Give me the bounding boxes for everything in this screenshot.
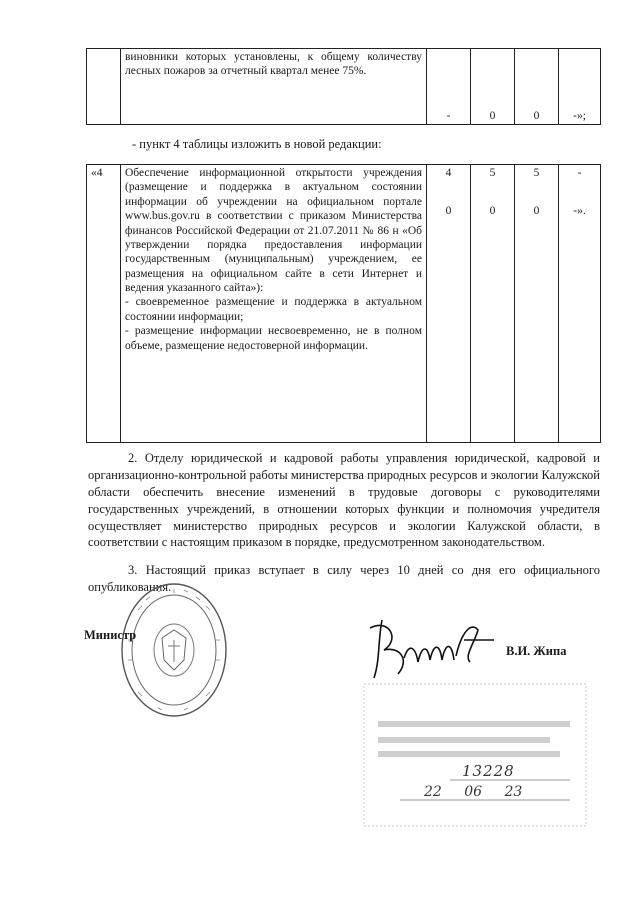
row-description: виновники которых установлены, к общему количеству лесных пожаров за отчетный квартал менее 75%. bbox=[121, 49, 427, 125]
table-bottom bbox=[86, 164, 601, 443]
value-top: 4 bbox=[445, 167, 452, 179]
edit-note: - пункт 4 таблицы изложить в новой редакции: bbox=[132, 137, 382, 151]
table-row bbox=[87, 165, 601, 443]
description-item-1: - своевременное размещение и поддержка в актуальном состоянии информации; bbox=[125, 296, 422, 323]
value-cell: - bbox=[427, 49, 471, 125]
signature-icon bbox=[360, 600, 500, 690]
value-column-3 bbox=[515, 165, 559, 443]
registration-date: 22 06 23 bbox=[424, 784, 523, 800]
value-column-2 bbox=[471, 165, 515, 443]
value-bottom: 0 bbox=[489, 205, 496, 218]
registration-number: 13228 bbox=[462, 762, 515, 780]
registration-stamp-icon bbox=[360, 680, 590, 830]
value-top: 5 bbox=[533, 167, 540, 179]
value-top: - bbox=[577, 167, 582, 179]
value-column-4 bbox=[559, 165, 601, 443]
paragraph-3: 3. Настоящий приказ вступает в силу через 10 дней со дня его официального опубликования. bbox=[88, 563, 600, 594]
row-description bbox=[121, 165, 427, 443]
value-cell: 0 bbox=[515, 49, 559, 125]
signer-name: В.И. Жипа bbox=[506, 644, 567, 658]
official-seal-icon bbox=[118, 580, 230, 720]
value-bottom: 0 bbox=[445, 205, 452, 218]
value-cell: -»; bbox=[559, 49, 601, 125]
minister-label: Министр bbox=[84, 628, 137, 642]
value-column-1 bbox=[427, 165, 471, 443]
row-number: «4 bbox=[87, 165, 121, 443]
row-number bbox=[87, 49, 121, 125]
value-bottom: -». bbox=[573, 205, 586, 218]
value-cell: 0 bbox=[471, 49, 515, 125]
table-top bbox=[86, 48, 601, 125]
table-row bbox=[87, 49, 601, 125]
description-item-2: - размещение информации несвоевременно, не в полном объеме, размещение недостоверной информации. bbox=[125, 325, 422, 352]
value-bottom: 0 bbox=[533, 205, 540, 218]
description-main: Обеспечение информационной открытости учреждения (размещение и поддержка в актуальном состоянии информации об учреждении на официальном портале www.bus.gov.ru в соответствии с приказом Министерства финансов Российской Федерации от 21.07.2011 № 86 н «Об утверждении порядка предоставления информации государственным (муниципальным) учреждением, ее размещения на официальном сайте в сети Интернет и ведения указанного сайта»): bbox=[125, 167, 422, 294]
paragraph-2: 2. Отделу юридической и кадровой работы управления юридической, кадровой и организационно-контрольной работы министерства природных ресурсов и экологии Калужской области обеспечить внесение изменений в трудовые договоры с руководителями государственных учреждений, в отношении которых функции и полномочия учредителя осуществляет министерство природных ресурсов и экологии Калужской области, в соответствии с настоящим приказом в порядке, предусмотренном законодательством. bbox=[88, 451, 600, 550]
value-top: 5 bbox=[489, 167, 496, 179]
